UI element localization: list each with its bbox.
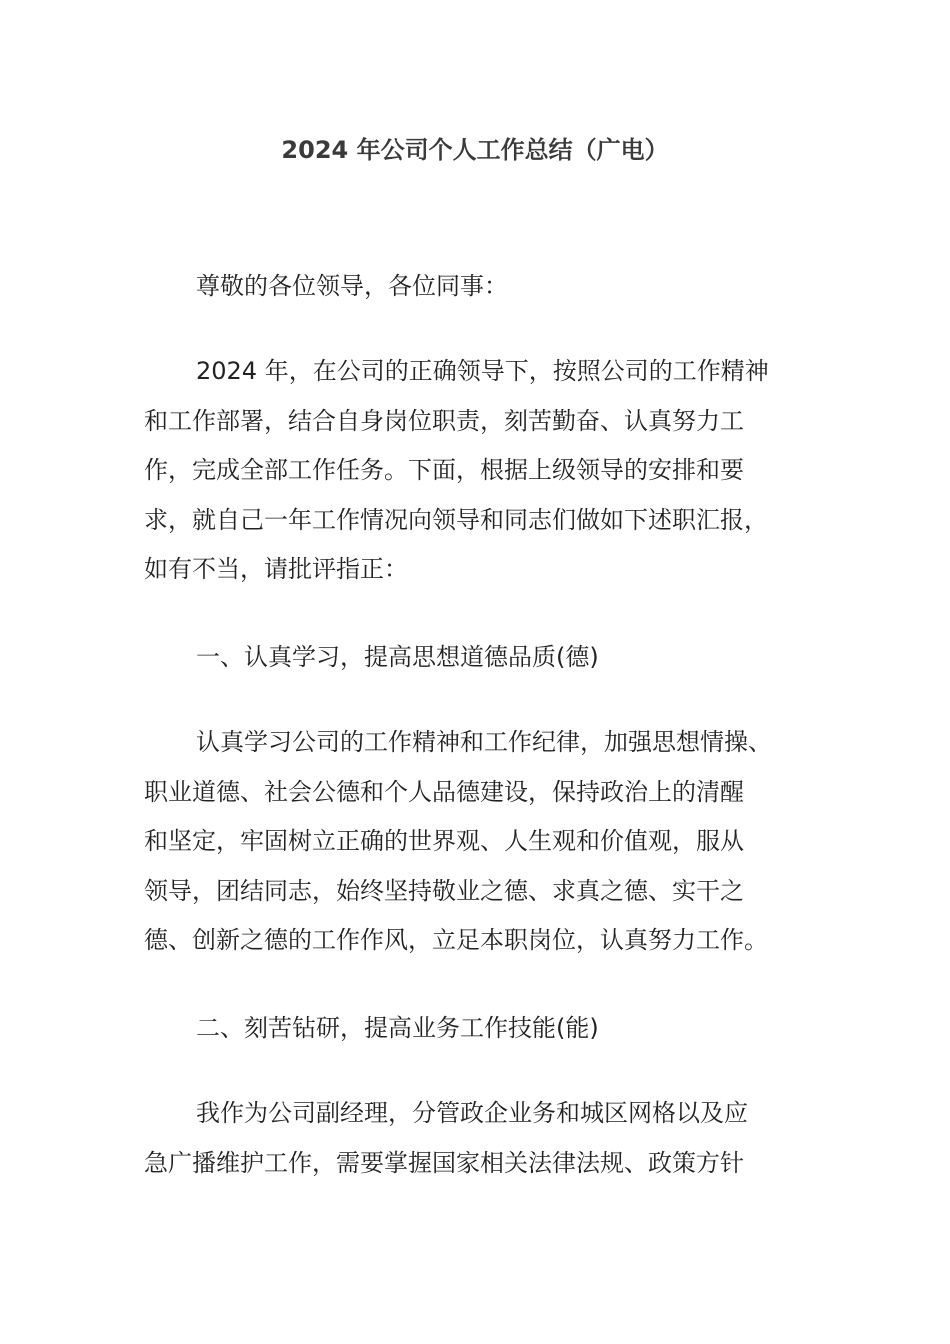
intro-line-1: 2024 年，在公司的正确领导下，按照公司的工作精神 (196, 357, 769, 385)
intro-line-3: 作，完成全部工作任务。下面，根据上级领导的安排和要 (144, 456, 744, 484)
section1-line-4: 领导，团结同志，始终坚持敬业之德、求真之德、实干之 (144, 876, 744, 905)
document-title: 2024 年公司个人工作总结（广电） (281, 136, 669, 164)
section1-line-5: 德、创新之德的工作作风，立足本职岗位，认真努力工作。 (144, 926, 768, 954)
greeting-text: 尊敬的各位领导，各位同事： (196, 272, 508, 300)
intro-line-5: 如有不当，请批评指正： (144, 555, 408, 583)
section1-line-2: 职业道德、社会公德和个人品德建设，保持政治上的清醒 (144, 777, 744, 806)
intro-line-4: 求，就自己一年工作情况向领导和同志们做如下述职汇报， (144, 505, 768, 534)
section1-line-1: 认真学习公司的工作精神和工作纪律，加强思想情操、 (196, 728, 772, 756)
section2-line-2: 急广播维护工作，需要掌握国家相关法律法规、政策方针 (144, 1148, 744, 1177)
greeting-paragraph (144, 262, 824, 312)
section2-heading: 二、刻苦钻研，提高业务工作技能(能) (196, 1014, 599, 1042)
section2-paragraph (144, 1089, 824, 1188)
section1-paragraph (144, 718, 824, 966)
section1-heading: 一、认真学习，提高思想道德品质(德) (196, 643, 599, 671)
intro-paragraph (144, 347, 824, 595)
section2-line-1: 我作为公司副经理，分管政企业务和城区网格以及应 (196, 1099, 748, 1127)
section1-heading-paragraph (144, 633, 824, 683)
section1-line-3: 和坚定，牢固树立正确的世界观、人生观和价值观，服从 (144, 827, 744, 855)
section2-heading-paragraph (144, 1004, 824, 1054)
intro-line-2: 和工作部署，结合自身岗位职责，刻苦勤奋、认真努力工 (144, 406, 744, 435)
